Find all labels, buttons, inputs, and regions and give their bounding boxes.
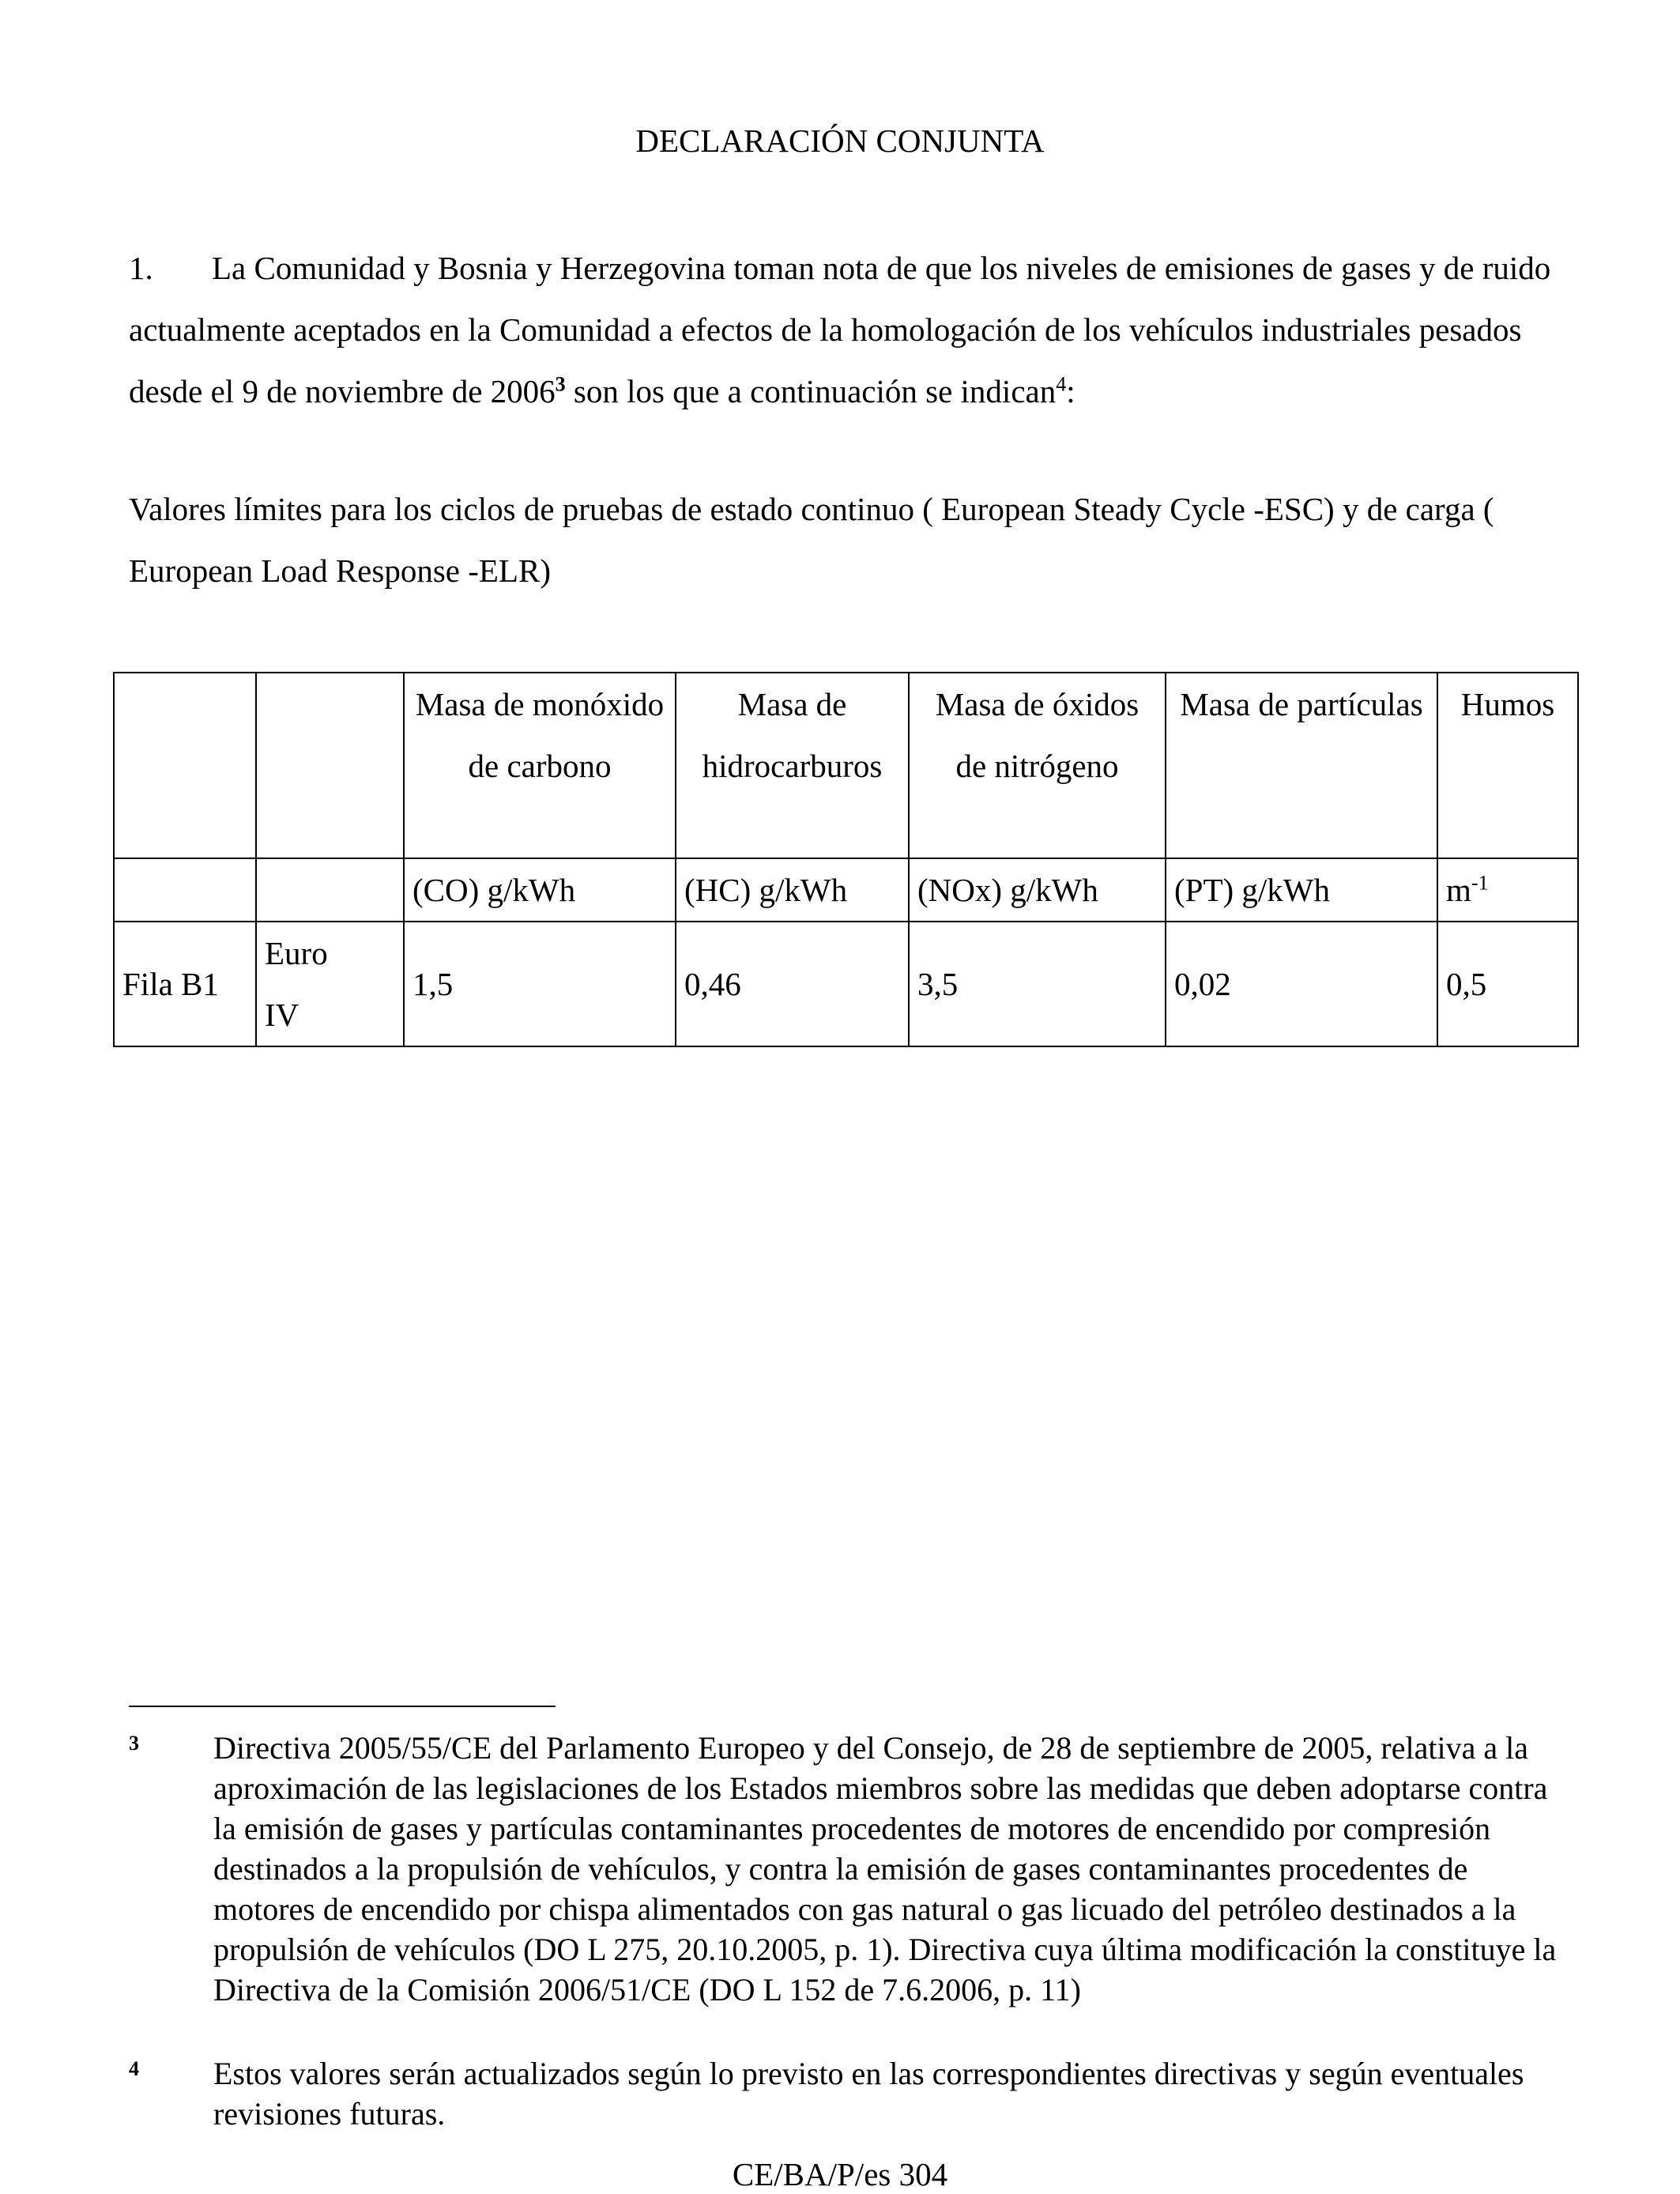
page-title: DECLARACIÓN CONJUNTA: [635, 123, 1045, 159]
header-co: Masa de monóxido de carbono: [404, 673, 676, 858]
footnote-text: Estos valores serán actualizados según lo previsto en las correspondientes directivas y según eventuales revisiones futuras.: [213, 2056, 1524, 2132]
paragraph-number: 1.: [129, 250, 153, 286]
footnote-mark: 3: [129, 1732, 139, 1755]
unit-smoke: [1437, 858, 1578, 922]
footnote-ref-3: 3: [555, 372, 566, 396]
paragraph-text-b: son los que a continuación se indican: [565, 373, 1057, 409]
footnote-separator: [129, 1706, 556, 1707]
header-smoke: Humos: [1437, 673, 1578, 858]
table-row: [114, 922, 1578, 1046]
page-footer: CE/BA/P/es 304: [732, 2156, 948, 2192]
unit-co: (CO) g/kWh: [404, 858, 676, 922]
row-stage: [256, 922, 404, 1046]
footnote-mark: 4: [129, 2057, 139, 2080]
table-header-row: [114, 673, 1578, 858]
footnote-3: [129, 1728, 1575, 2010]
paragraph-1: [129, 237, 1567, 422]
row-stage-line2: IV: [265, 997, 299, 1033]
unit-smoke-exponent: -1: [1471, 871, 1489, 895]
unit-nox: (NOx) g/kWh: [909, 858, 1166, 922]
table-units-row: [114, 858, 1578, 922]
header-hc: Masa de hidrocarburos: [676, 673, 909, 858]
row-stage-line1: Euro: [265, 935, 328, 971]
footnote-text: Directiva 2005/55/CE del Parlamento Europeo y del Consejo, de 28 de septiembre de 2005, relativa a la aproximación de las legislaciones de los Estados miembros sobre las medidas que deben adoptarse contra la emisión de gases y partículas contaminantes procedentes de motores de encendido por compresión destinados a la propulsión de vehículos, y contra la emisión de gases contaminantes procedentes de motores de encendido por chispa alimentados con gas natural o gas licuado del petróleo destinados a la propulsión de vehículos (DO L 275, 20.10.2005, p. 1). Directiva cuya última modificación la constituye la Directiva de la Comisión 2006/51/CE (DO L 152 de 7.6.2006, p. 11): [213, 1730, 1557, 2007]
value-pt: 0,02: [1166, 922, 1437, 1046]
paragraph-text-c: :: [1066, 373, 1075, 409]
table-cell-empty: [256, 858, 404, 922]
header-nox: Masa de óxidos de nitrógeno: [909, 673, 1166, 858]
limit-values-table: [113, 672, 1579, 1047]
paragraph-2: Valores límites para los ciclos de pruebas de estado continuo ( European Steady Cycle -ESC) y de carga ( European Load Response -ELR): [129, 491, 1494, 589]
row-label: Fila B1: [114, 922, 256, 1046]
value-smoke: 0,5: [1437, 922, 1578, 1046]
unit-pt: (PT) g/kWh: [1166, 858, 1437, 922]
unit-smoke-base: m: [1446, 872, 1471, 908]
footnote-4: [129, 2053, 1575, 2134]
paragraph-text-a: La Comunidad y Bosnia y Herzegovina toman nota de que los niveles de emisiones de gases y de ruido actualmente aceptados en la Comunidad a efectos de la homologación de los vehículos industriales pesados desde el 9 de noviembre de 2006: [129, 250, 1551, 409]
header-pt: Masa de partículas: [1166, 673, 1437, 858]
table-cell-empty: [256, 673, 404, 858]
table-cell-empty: [114, 858, 256, 922]
unit-hc: (HC) g/kWh: [676, 858, 909, 922]
value-nox: 3,5: [909, 922, 1166, 1046]
value-co: 1,5: [404, 922, 676, 1046]
table-cell-empty: [114, 673, 256, 858]
footnote-ref-4: 4: [1056, 372, 1067, 396]
value-hc: 0,46: [676, 922, 909, 1046]
